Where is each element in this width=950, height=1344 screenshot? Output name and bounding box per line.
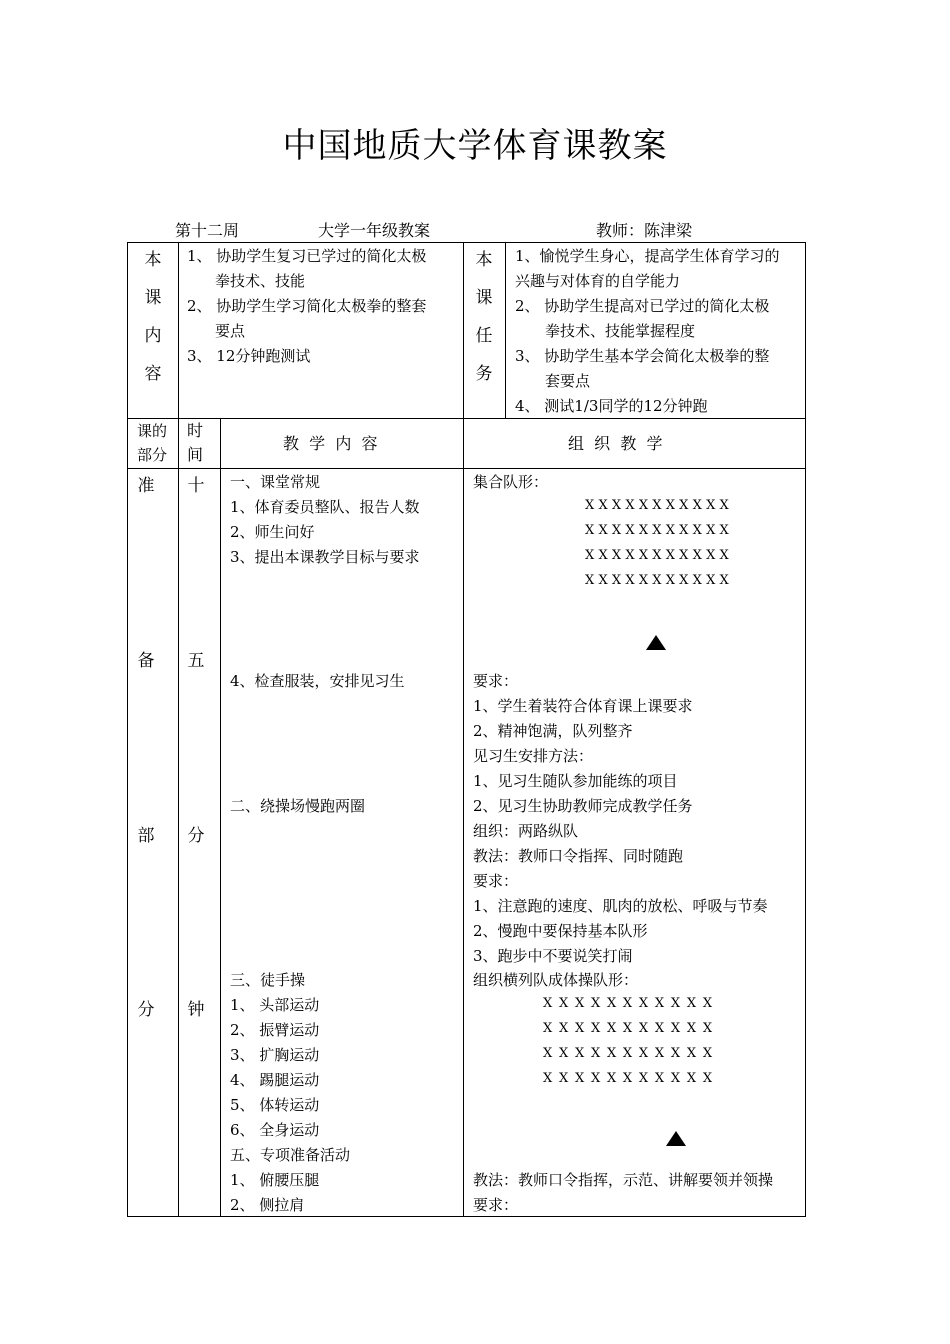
week-label: 第十二周 bbox=[175, 221, 240, 240]
grade-label: 大学一年级教案 bbox=[318, 221, 431, 240]
col-time-header-2: 间 bbox=[187, 445, 204, 464]
teacher-label: 教师：陈津梁 bbox=[596, 221, 693, 240]
page-title: 中国地质大学体育课教案 bbox=[282, 126, 668, 166]
teacher-triangle-icon bbox=[646, 635, 666, 650]
col-time-header-1: 时 bbox=[187, 421, 204, 440]
col-part-header-1: 课的 bbox=[137, 422, 168, 440]
teacher-triangle-icon bbox=[666, 1131, 686, 1146]
col-org-header: 组 织 教 学 bbox=[568, 434, 663, 453]
col-part-header-2: 部分 bbox=[137, 446, 168, 464]
col-teach-header: 教 学 内 容 bbox=[283, 434, 378, 453]
